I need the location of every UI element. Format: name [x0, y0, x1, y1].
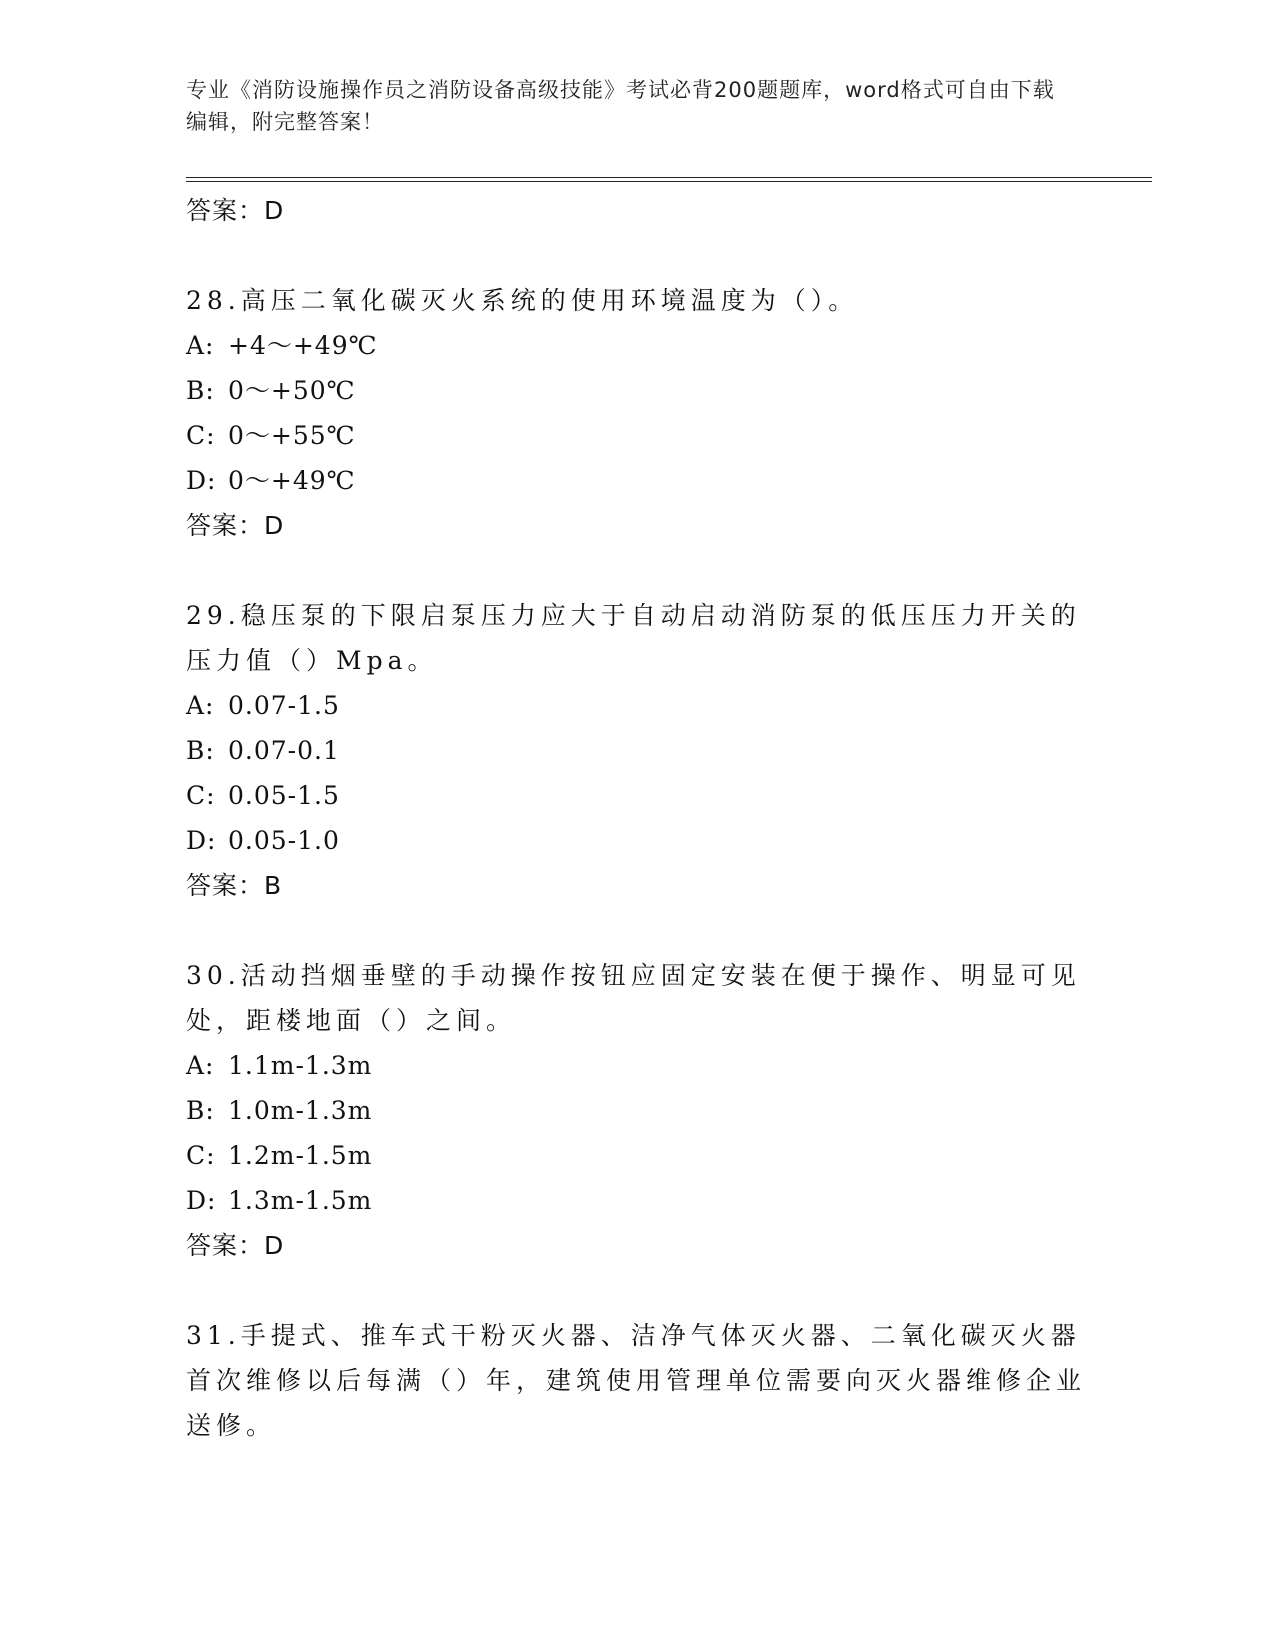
question-answer: 答案：D: [186, 1231, 285, 1260]
previous-answer: 答案：D: [186, 196, 285, 225]
option-a: [186, 1043, 1086, 1088]
option-letter: C:: [186, 781, 216, 810]
option-text: 1.3m-1.5m: [228, 1186, 373, 1215]
question-29: [186, 593, 1086, 909]
option-text: 1.1m-1.3m: [228, 1051, 373, 1080]
option-text: 0.05-1.5: [228, 781, 340, 810]
option-a: [186, 683, 1086, 728]
option-letter: C:: [186, 421, 216, 450]
option-b: [186, 728, 1086, 773]
question-stem: 29.稳压泵的下限启泵压力应大于自动启动消防泵的低压压力开关的压力值（）Mpa。: [186, 601, 1081, 675]
option-letter: C:: [186, 1141, 216, 1170]
option-letter: B:: [186, 1096, 215, 1125]
option-letter: A:: [186, 691, 215, 720]
option-text: 0.07-1.5: [228, 691, 340, 720]
option-letter: D:: [186, 1186, 217, 1215]
option-letter: D:: [186, 466, 217, 495]
option-text: 1.2m-1.5m: [228, 1141, 373, 1170]
option-letter: B:: [186, 736, 215, 765]
option-letter: B:: [186, 376, 215, 405]
page-header: 专业《消防设施操作员之消防设备高级技能》考试必背200题题库，word格式可自由下载编辑，附完整答案！: [186, 78, 1055, 134]
option-text: 0.07-0.1: [228, 736, 340, 765]
question-30: [186, 953, 1086, 1269]
option-a: [186, 323, 1086, 368]
question-list: [186, 188, 1086, 1492]
option-c: [186, 1133, 1086, 1178]
option-text: +4～+49℃: [228, 331, 378, 360]
question-31: [186, 1313, 1086, 1448]
option-text: 0～+49℃: [228, 466, 356, 495]
question-stem: 30.活动挡烟垂壁的手动操作按钮应固定安装在便于操作、明显可见处，距楼地面（）之间。: [186, 961, 1081, 1035]
option-c: [186, 413, 1086, 458]
option-text: 0～+50℃: [228, 376, 356, 405]
option-b: [186, 1088, 1086, 1133]
option-letter: A:: [186, 331, 215, 360]
option-c: [186, 773, 1086, 818]
header-divider: [186, 177, 1152, 182]
question-stem: 31.手提式、推车式干粉灭火器、洁净气体灭火器、二氧化碳灭火器首次维修以后每满（）年，建筑使用管理单位需要向灭火器维修企业送修。: [186, 1321, 1087, 1440]
option-text: 1.0m-1.3m: [228, 1096, 373, 1125]
option-d: [186, 1178, 1086, 1223]
question-answer: 答案：B: [186, 871, 283, 900]
option-text: 0～+55℃: [228, 421, 356, 450]
option-b: [186, 368, 1086, 413]
question-28: [186, 278, 1086, 549]
option-letter: A:: [186, 1051, 215, 1080]
option-letter: D:: [186, 826, 217, 855]
option-d: [186, 458, 1086, 503]
option-text: 0.05-1.0: [228, 826, 340, 855]
option-d: [186, 818, 1086, 863]
question-answer: 答案：D: [186, 511, 285, 540]
question-stem: 28.高压二氧化碳灭火系统的使用环境温度为（）。: [186, 286, 859, 315]
